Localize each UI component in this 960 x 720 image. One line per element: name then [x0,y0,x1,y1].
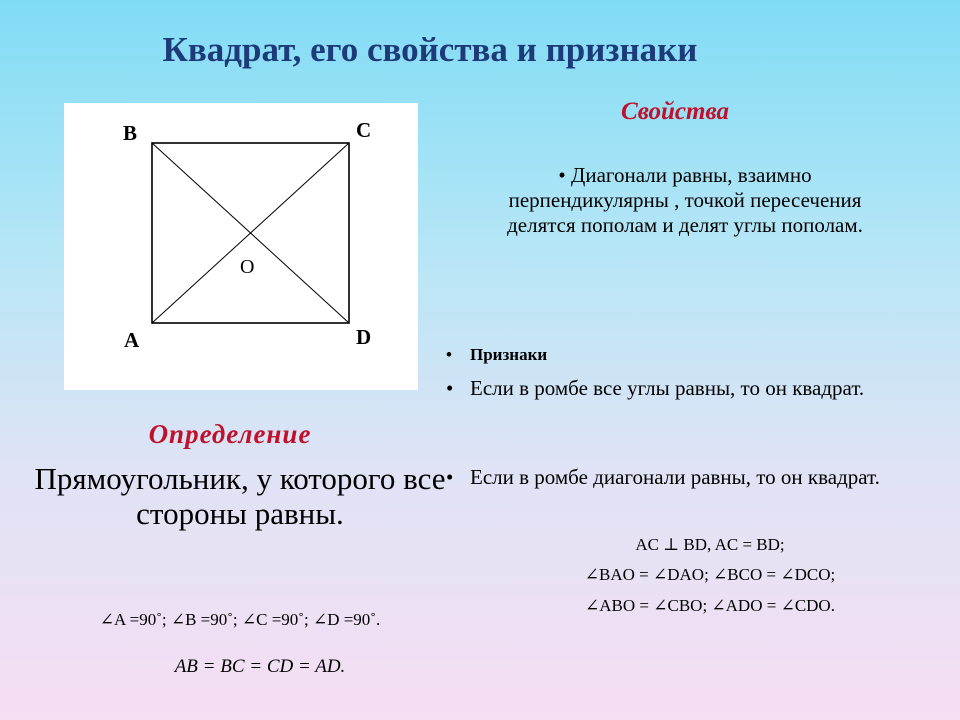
vertex-label-c: C [356,118,372,142]
signs-heading: Признаки [470,345,548,364]
vertex-label-o: O [240,256,255,278]
square-figure [64,103,418,390]
properties-body: Диагонали равны, взаимно перпендикулярны , точкой пересечения делятся пополам и делят углы пополам. [507,163,863,237]
vertex-label-b: B [123,121,138,145]
sign-text: Если в ромбе все углы равны, то он квадрат. [470,376,865,400]
angles-bisect-formula-2: ∠ABO = ∠CBO; ∠ADO = ∠CDO. [585,596,835,615]
angles-bisect-formula-1: ∠BAO = ∠DAO; ∠BCO = ∠DCO; [584,565,836,584]
properties-text [495,163,875,238]
sides-formula: AB = BC = CD = AD. [174,656,346,677]
bullet-icon: • [446,376,454,400]
square-diagram [64,103,418,390]
bullet-icon: • [446,465,454,489]
vertex-label-a: A [124,328,140,352]
bullet-icon: • [446,345,452,364]
definition-text: Прямоугольник, у которого все стороны равны. [34,461,446,531]
properties-heading: Свойства [621,98,729,125]
definition-heading: Определение [148,419,312,449]
diagonals-formula: AC ⊥ BD, AC = BD; [635,535,785,554]
properties-bullet: • [558,163,566,187]
vertex-label-d: D [356,325,372,349]
angles-formula: ∠A =90˚; ∠B =90˚; ∠C =90˚; ∠D =90˚. [99,610,381,629]
sign-text: Если в ромбе диагонали равны, то он квадрат. [470,465,880,489]
page-title: Квадрат, его свойства и признаки [162,30,698,69]
